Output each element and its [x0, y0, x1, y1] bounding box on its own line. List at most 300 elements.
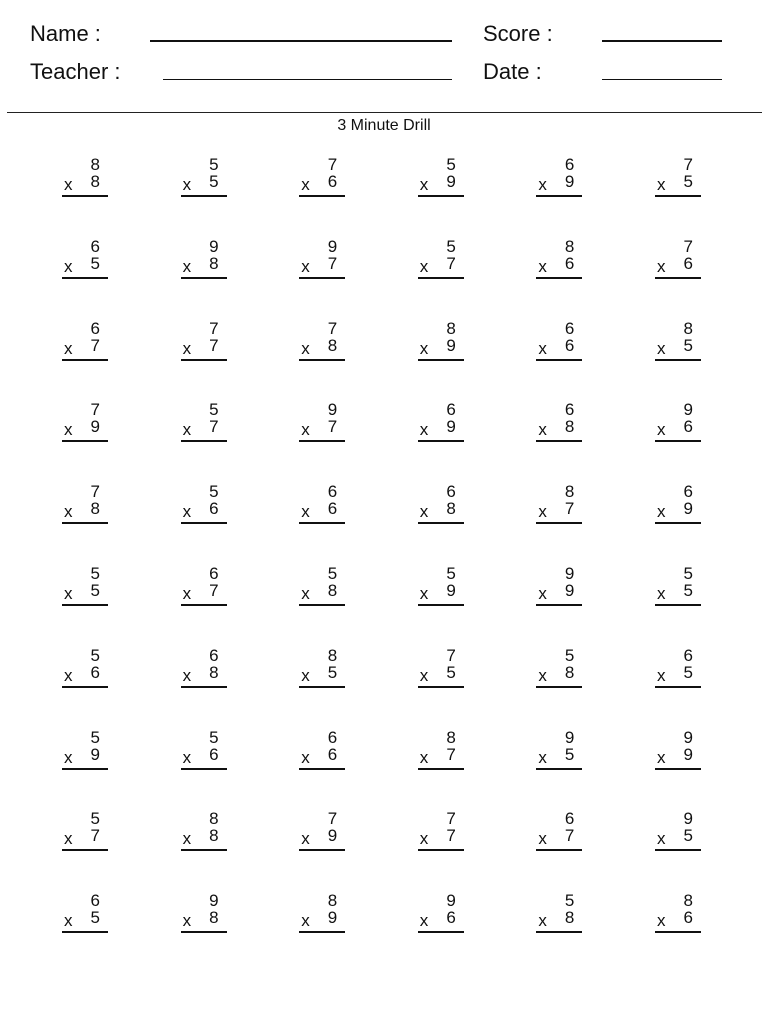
problem-item	[181, 890, 227, 936]
answer-line	[655, 440, 701, 442]
answer-line	[62, 849, 108, 851]
multiplicand: 8	[683, 318, 693, 338]
multiplier: 9	[446, 172, 456, 191]
problem-item	[299, 808, 345, 854]
multiplicand: 6	[446, 482, 456, 502]
multiplicand: 5	[209, 155, 219, 174]
multiplier: 7	[90, 335, 100, 355]
times-sign: x	[182, 747, 192, 767]
answer-line	[418, 849, 464, 851]
answer-line	[299, 277, 345, 279]
times-sign: x	[182, 420, 192, 440]
times-sign: x	[538, 338, 547, 358]
times-sign: x	[419, 175, 429, 194]
multiplicand: 8	[564, 482, 575, 502]
answer-line	[655, 686, 701, 688]
times-sign: x	[657, 829, 666, 849]
times-sign: x	[182, 338, 192, 358]
answer-line	[655, 604, 701, 606]
answer-line	[536, 522, 582, 524]
problem-item	[536, 318, 582, 364]
multiplier: 9	[90, 417, 100, 437]
answer-line	[62, 440, 108, 442]
multiplier: 8	[209, 826, 219, 846]
answer-line	[655, 277, 701, 279]
multiplier: 5	[90, 253, 100, 273]
problem-item	[62, 727, 108, 773]
multiplicand: 6	[90, 318, 100, 338]
problem-item	[181, 563, 227, 609]
times-sign: x	[657, 175, 666, 194]
answer-line	[536, 931, 582, 933]
multiplier: 5	[683, 172, 693, 191]
problem-item	[418, 399, 464, 445]
multiplicand: 5	[446, 564, 456, 583]
answer-line	[62, 277, 108, 279]
times-sign: x	[301, 256, 310, 276]
multiplicand: 9	[683, 727, 693, 747]
multiplicand: 9	[564, 727, 575, 747]
problem-item	[655, 727, 701, 773]
answer-line	[536, 686, 582, 688]
answer-line	[62, 686, 108, 688]
multiplier: 8	[446, 499, 456, 519]
multiplicand: 5	[446, 236, 456, 256]
problem-item	[655, 399, 701, 445]
multiplier: 6	[327, 172, 338, 191]
answer-line	[418, 931, 464, 933]
multiplier: 6	[327, 744, 338, 764]
times-sign: x	[657, 665, 666, 685]
multiplicand: 9	[446, 891, 456, 911]
times-sign: x	[64, 911, 73, 931]
problem-item	[299, 481, 345, 527]
answer-line	[655, 931, 701, 933]
answer-line	[181, 522, 227, 524]
multiplier: 7	[327, 253, 338, 273]
multiplicand: 7	[209, 318, 219, 338]
times-sign: x	[64, 829, 73, 849]
multiplier: 6	[446, 908, 456, 928]
multiplier: 8	[564, 908, 575, 928]
answer-line	[299, 768, 345, 770]
multiplier: 5	[90, 908, 100, 928]
times-sign: x	[182, 256, 192, 276]
multiplicand: 6	[327, 727, 338, 747]
problem-item	[62, 399, 108, 445]
problem-item	[418, 481, 464, 527]
answer-line	[299, 604, 345, 606]
multiplier: 6	[209, 744, 219, 764]
multiplicand: 6	[683, 645, 693, 665]
times-sign: x	[538, 829, 547, 849]
answer-line	[655, 359, 701, 361]
answer-line	[181, 604, 227, 606]
times-sign: x	[419, 829, 429, 849]
problem-item	[655, 808, 701, 854]
times-sign: x	[182, 829, 192, 849]
problem-item	[181, 808, 227, 854]
times-sign: x	[301, 911, 310, 931]
times-sign: x	[301, 747, 310, 767]
multiplicand: 7	[90, 482, 100, 502]
times-sign: x	[538, 911, 547, 931]
problem-item	[62, 236, 108, 282]
multiplier: 6	[683, 908, 693, 928]
answer-line	[536, 440, 582, 442]
multiplier: 7	[564, 499, 575, 519]
multiplicand: 8	[683, 891, 693, 911]
times-sign: x	[419, 584, 429, 603]
times-sign: x	[419, 420, 429, 440]
answer-line	[536, 359, 582, 361]
answer-line	[418, 440, 464, 442]
multiplicand: 7	[446, 645, 456, 665]
problem-item	[181, 727, 227, 773]
problem-item	[62, 808, 108, 854]
multiplier: 5	[683, 335, 693, 355]
times-sign: x	[182, 502, 192, 522]
problem-item	[536, 645, 582, 691]
answer-line	[299, 931, 345, 933]
problem-item	[299, 236, 345, 282]
multiplier: 8	[327, 581, 338, 600]
multiplier: 7	[327, 417, 338, 437]
multiplicand: 6	[209, 564, 219, 583]
times-sign: x	[419, 911, 429, 931]
answer-line	[299, 686, 345, 688]
multiplicand: 5	[446, 155, 456, 174]
times-sign: x	[538, 420, 547, 440]
multiplier: 8	[564, 662, 575, 682]
multiplicand: 6	[90, 236, 100, 256]
multiplicand: 8	[446, 727, 456, 747]
problem-item	[181, 399, 227, 445]
problem-item	[418, 318, 464, 364]
multiplicand: 6	[564, 400, 575, 420]
date-field-line[interactable]	[602, 79, 722, 80]
times-sign: x	[538, 175, 547, 194]
times-sign: x	[419, 665, 429, 685]
name-label: Name :	[30, 21, 101, 46]
worksheet-title: 3 Minute Drill	[337, 117, 431, 134]
multiplier: 9	[564, 581, 575, 600]
times-sign: x	[301, 420, 310, 440]
multiplier: 5	[564, 744, 575, 764]
multiplicand: 8	[446, 318, 456, 338]
multiplier: 9	[683, 499, 693, 519]
answer-line	[418, 195, 464, 197]
problem-item	[62, 890, 108, 936]
date-label: Date :	[483, 59, 542, 84]
multiplicand: 5	[327, 564, 338, 583]
times-sign: x	[301, 338, 310, 358]
times-sign: x	[301, 829, 310, 849]
problem-item	[62, 645, 108, 691]
multiplier: 7	[209, 581, 219, 600]
multiplier: 8	[327, 335, 338, 355]
problem-item	[62, 563, 108, 609]
answer-line	[418, 768, 464, 770]
times-sign: x	[657, 747, 666, 767]
problem-item	[181, 645, 227, 691]
multiplier: 7	[209, 335, 219, 355]
multiplier: 5	[327, 662, 338, 682]
times-sign: x	[419, 502, 429, 522]
multiplicand: 5	[209, 400, 219, 420]
multiplier: 6	[327, 499, 338, 519]
multiplicand: 5	[683, 564, 693, 583]
multiplier: 9	[446, 581, 456, 600]
times-sign: x	[419, 338, 429, 358]
multiplicand: 6	[90, 891, 100, 911]
multiplier: 6	[209, 499, 219, 519]
times-sign: x	[64, 420, 73, 440]
times-sign: x	[64, 584, 73, 603]
multiplicand: 9	[327, 400, 338, 420]
multiplicand: 6	[209, 645, 219, 665]
problem-item	[418, 890, 464, 936]
answer-line	[299, 440, 345, 442]
multiplier: 7	[446, 826, 456, 846]
answer-line	[418, 604, 464, 606]
problem-item	[655, 563, 701, 609]
answer-line	[536, 277, 582, 279]
answer-line	[418, 359, 464, 361]
multiplier: 7	[90, 826, 100, 846]
multiplicand: 7	[446, 809, 456, 829]
multiplier: 6	[564, 335, 575, 355]
times-sign: x	[301, 175, 310, 194]
problem-item	[536, 399, 582, 445]
multiplier: 9	[564, 172, 575, 191]
multiplicand: 9	[683, 400, 693, 420]
answer-line	[181, 931, 227, 933]
multiplicand: 5	[90, 645, 100, 665]
problem-item	[181, 318, 227, 364]
times-sign: x	[64, 665, 73, 685]
answer-line	[536, 604, 582, 606]
answer-line	[418, 522, 464, 524]
problem-item	[536, 890, 582, 936]
problem-item	[655, 154, 701, 200]
answer-line	[62, 522, 108, 524]
multiplier: 7	[209, 417, 219, 437]
multiplicand: 6	[327, 482, 338, 502]
problem-item	[62, 481, 108, 527]
multiplier: 7	[446, 744, 456, 764]
problem-item	[536, 154, 582, 200]
multiplicand: 9	[327, 236, 338, 256]
multiplicand: 7	[327, 809, 338, 829]
multiplier: 9	[90, 744, 100, 764]
times-sign: x	[64, 256, 73, 276]
times-sign: x	[657, 502, 666, 522]
multiplier: 9	[327, 908, 338, 928]
multiplier: 6	[683, 253, 693, 273]
multiplier: 8	[90, 172, 100, 191]
times-sign: x	[538, 584, 547, 603]
multiplicand: 8	[209, 809, 219, 829]
problem-item	[299, 154, 345, 200]
answer-line	[62, 768, 108, 770]
problem-item	[299, 399, 345, 445]
answer-line	[181, 277, 227, 279]
times-sign: x	[64, 338, 73, 358]
multiplier: 5	[683, 662, 693, 682]
times-sign: x	[301, 502, 310, 522]
problem-item	[299, 727, 345, 773]
multiplicand: 6	[446, 400, 456, 420]
answer-line	[181, 849, 227, 851]
answer-line	[299, 359, 345, 361]
problem-item	[181, 481, 227, 527]
multiplicand: 9	[209, 236, 219, 256]
problem-item	[418, 236, 464, 282]
multiplier: 7	[564, 826, 575, 846]
problem-item	[62, 154, 108, 200]
problem-item	[655, 645, 701, 691]
multiplicand: 5	[90, 727, 100, 747]
problem-item	[299, 563, 345, 609]
header-divider	[7, 112, 762, 113]
multiplier: 5	[683, 581, 693, 600]
answer-line	[299, 195, 345, 197]
multiplier: 6	[683, 417, 693, 437]
multiplicand: 5	[209, 482, 219, 502]
answer-line	[536, 849, 582, 851]
problem-item	[655, 318, 701, 364]
multiplier: 6	[564, 253, 575, 273]
answer-line	[655, 195, 701, 197]
multiplicand: 6	[564, 155, 575, 174]
multiplicand: 8	[90, 155, 100, 174]
multiplicand: 7	[90, 400, 100, 420]
answer-line	[62, 931, 108, 933]
multiplicand: 6	[564, 809, 575, 829]
multiplicand: 7	[327, 155, 338, 174]
times-sign: x	[538, 256, 547, 276]
problem-item	[418, 154, 464, 200]
answer-line	[181, 359, 227, 361]
multiplicand: 9	[683, 809, 693, 829]
multiplier: 6	[90, 662, 100, 682]
multiplicand: 9	[564, 564, 575, 583]
times-sign: x	[538, 747, 547, 767]
answer-line	[181, 440, 227, 442]
multiplier: 9	[446, 417, 456, 437]
times-sign: x	[64, 175, 73, 194]
answer-line	[418, 686, 464, 688]
answer-line	[181, 686, 227, 688]
problem-item	[536, 727, 582, 773]
problem-item	[536, 808, 582, 854]
times-sign: x	[301, 584, 310, 603]
multiplicand: 5	[564, 645, 575, 665]
problem-item	[536, 236, 582, 282]
answer-line	[655, 768, 701, 770]
answer-line	[655, 849, 701, 851]
times-sign: x	[657, 420, 666, 440]
multiplicand: 8	[327, 645, 338, 665]
times-sign: x	[657, 584, 666, 603]
problem-item	[181, 154, 227, 200]
problem-item	[655, 236, 701, 282]
multiplicand: 5	[209, 727, 219, 747]
problem-item	[536, 481, 582, 527]
multiplicand: 9	[209, 891, 219, 911]
multiplier: 8	[90, 499, 100, 519]
multiplier: 5	[209, 172, 219, 191]
problem-item	[655, 481, 701, 527]
teacher-field-line[interactable]	[163, 79, 452, 80]
answer-line	[536, 195, 582, 197]
times-sign: x	[657, 911, 666, 931]
problem-item	[181, 236, 227, 282]
multiplicand: 6	[683, 482, 693, 502]
multiplicand: 5	[90, 564, 100, 583]
times-sign: x	[182, 175, 192, 194]
answer-line	[62, 195, 108, 197]
multiplier: 8	[209, 908, 219, 928]
times-sign: x	[182, 665, 192, 685]
multiplier: 9	[327, 826, 338, 846]
times-sign: x	[64, 747, 73, 767]
answer-line	[536, 768, 582, 770]
problem-item	[418, 808, 464, 854]
problem-item	[418, 563, 464, 609]
multiplicand: 5	[564, 891, 575, 911]
answer-line	[655, 522, 701, 524]
score-label: Score :	[483, 21, 553, 46]
multiplicand: 8	[327, 891, 338, 911]
multiplicand: 7	[683, 155, 693, 174]
multiplier: 7	[446, 253, 456, 273]
times-sign: x	[657, 256, 666, 276]
times-sign: x	[182, 911, 192, 931]
times-sign: x	[182, 584, 192, 603]
problem-item	[655, 890, 701, 936]
problem-item	[536, 563, 582, 609]
name-field-line[interactable]	[150, 40, 452, 42]
multiplier: 5	[90, 581, 100, 600]
multiplicand: 5	[90, 809, 100, 829]
times-sign: x	[419, 747, 429, 767]
multiplier: 8	[209, 662, 219, 682]
times-sign: x	[301, 665, 310, 685]
answer-line	[62, 359, 108, 361]
multiplier: 8	[564, 417, 575, 437]
multiplier: 8	[209, 253, 219, 273]
problem-item	[62, 318, 108, 364]
problem-item	[299, 318, 345, 364]
times-sign: x	[64, 502, 73, 522]
times-sign: x	[419, 256, 429, 276]
teacher-label: Teacher :	[30, 59, 121, 84]
multiplicand: 7	[327, 318, 338, 338]
answer-line	[62, 604, 108, 606]
multiplier: 5	[683, 826, 693, 846]
times-sign: x	[657, 338, 666, 358]
answer-line	[299, 522, 345, 524]
problem-item	[418, 727, 464, 773]
problem-item	[299, 645, 345, 691]
problem-item	[418, 645, 464, 691]
multiplicand: 7	[683, 236, 693, 256]
score-field-line[interactable]	[602, 40, 722, 42]
multiplier: 9	[683, 744, 693, 764]
multiplier: 5	[446, 662, 456, 682]
